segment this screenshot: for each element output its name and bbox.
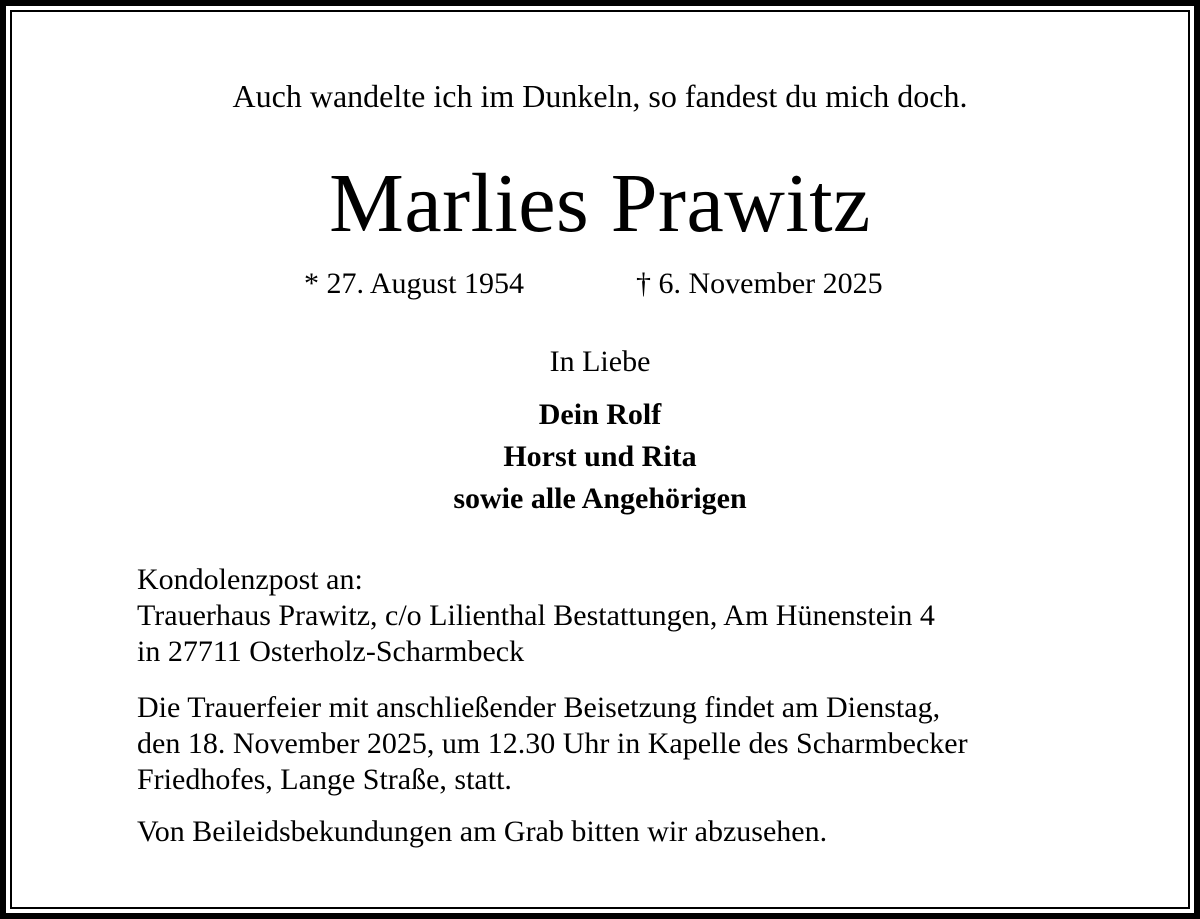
condolence-address	[137, 562, 1097, 670]
ceremony-info	[137, 690, 1097, 798]
condolence-line: Trauerhaus Prawitz, c/o Lilienthal Bestattungen, Am Hünenstein 4	[137, 599, 935, 632]
mourner-line: Dein Rolf	[538, 398, 662, 431]
condolence-request: Von Beileidsbekundungen am Grab bitten wir abzusehen.	[137, 815, 828, 848]
deceased-name: Marlies Prawitz	[329, 157, 871, 250]
condolence-line: in 27711 Osterholz-Scharmbeck	[137, 635, 525, 668]
ceremony-line: Die Trauerfeier mit anschließender Beisetzung findet am Dienstag,	[137, 691, 941, 724]
in-love-line: In Liebe	[549, 345, 651, 378]
birth-date: * 27. August 1954	[304, 267, 525, 300]
death-date: † 6. November 2025	[636, 267, 883, 300]
mourner-line: sowie alle Angehörigen	[453, 482, 747, 515]
ceremony-line: den 18. November 2025, um 12.30 Uhr in Kapelle des Scharmbecker	[137, 727, 968, 760]
mourner-line: Horst und Rita	[503, 440, 697, 473]
verse: Auch wandelte ich im Dunkeln, so fandest du mich doch.	[232, 78, 968, 114]
ceremony-line: Friedhofes, Lange Straße, statt.	[137, 763, 512, 796]
condolence-line: Kondolenzpost an:	[137, 563, 363, 596]
mourners-list	[0, 394, 1200, 520]
